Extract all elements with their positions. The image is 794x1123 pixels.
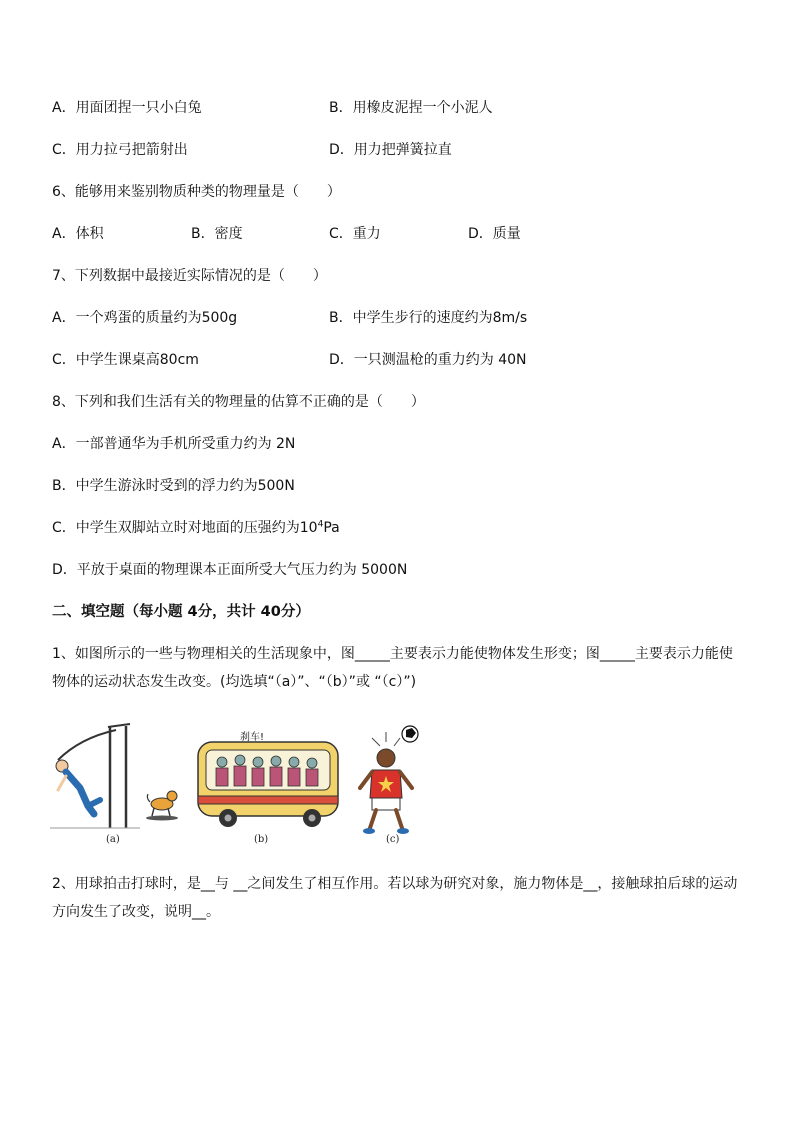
- q8-option-c: [52, 518, 340, 538]
- figure-label-c: (c): [386, 834, 400, 845]
- q8-option-c-text: C．中学生双脚站立时对地面的压强约为10: [52, 520, 318, 536]
- q8-option-c-exponent: 4: [317, 519, 324, 530]
- q6-stem: 6、能够用来鉴别物质种类的物理量是（ ）: [52, 184, 341, 200]
- q5-option-b: B．用橡皮泥捏一个小泥人: [329, 100, 493, 116]
- fill-question-2: 2、用球拍击打球时，是__与 __之间发生了相互作用。若以球为研究对象，施力物体是__，接触球拍后球的运动方向发生了改变，说明__。: [52, 876, 738, 920]
- q6-option-c: C．重力: [329, 226, 381, 242]
- q7-option-a: A．一个鸡蛋的质量约为500g: [52, 310, 238, 326]
- q6-option-d: D．质量: [468, 226, 521, 242]
- figure-label-a: (a): [106, 834, 120, 845]
- q7-option-c: C．中学生课桌高80cm: [52, 352, 199, 368]
- q5-option-c: C．用力拉弓把箭射出: [52, 142, 188, 158]
- fill-question-1: 1、如图所示的一些与物理相关的生活现象中，图_____主要表示力能使物体发生形变；图_____主要表示力能使物体的运动状态发生改变。(均选填“（a）”、“（b）”或 “（c）”): [52, 646, 733, 690]
- q8-option-a: A．一部普通华为手机所受重力约为 2N: [52, 436, 296, 452]
- bus-illustration: [198, 742, 338, 827]
- q6-option-a: A．体积: [52, 226, 104, 242]
- bus-caption-text: 刹车!: [240, 732, 265, 743]
- q7-option-b: B．中学生步行的速度约为8m/s: [329, 310, 528, 326]
- q7-option-d: D．一只测温枪的重力约为 40N: [329, 352, 527, 368]
- q6-option-b: B．密度: [191, 226, 243, 242]
- q8-option-d: D．平放于桌面的物理课本正面所受大气压力约为 5000N: [52, 562, 408, 578]
- toy-dog-illustration: [146, 791, 178, 821]
- q8-stem: 8、下列和我们生活有关的物理量的估算不正确的是（ ）: [52, 394, 425, 410]
- figure-label-b: (b): [254, 834, 269, 845]
- section-heading: 二、填空题（每小题 4分，共计 40分）: [52, 604, 310, 620]
- q7-stem: 7、下列数据中最接近实际情况的是（ ）: [52, 268, 327, 284]
- figure-panel: [50, 718, 450, 848]
- q8-option-b: B．中学生游泳时受到的浮力约为500N: [52, 478, 295, 494]
- pole-vault-illustration: [50, 724, 140, 828]
- q8-option-c-unit: Pa: [323, 520, 340, 536]
- q5-option-a: A．用面团捏一只小白兔: [52, 100, 202, 116]
- football-header-illustration: [360, 726, 418, 834]
- q5-option-d: D．用力把弹簧拉直: [329, 142, 452, 158]
